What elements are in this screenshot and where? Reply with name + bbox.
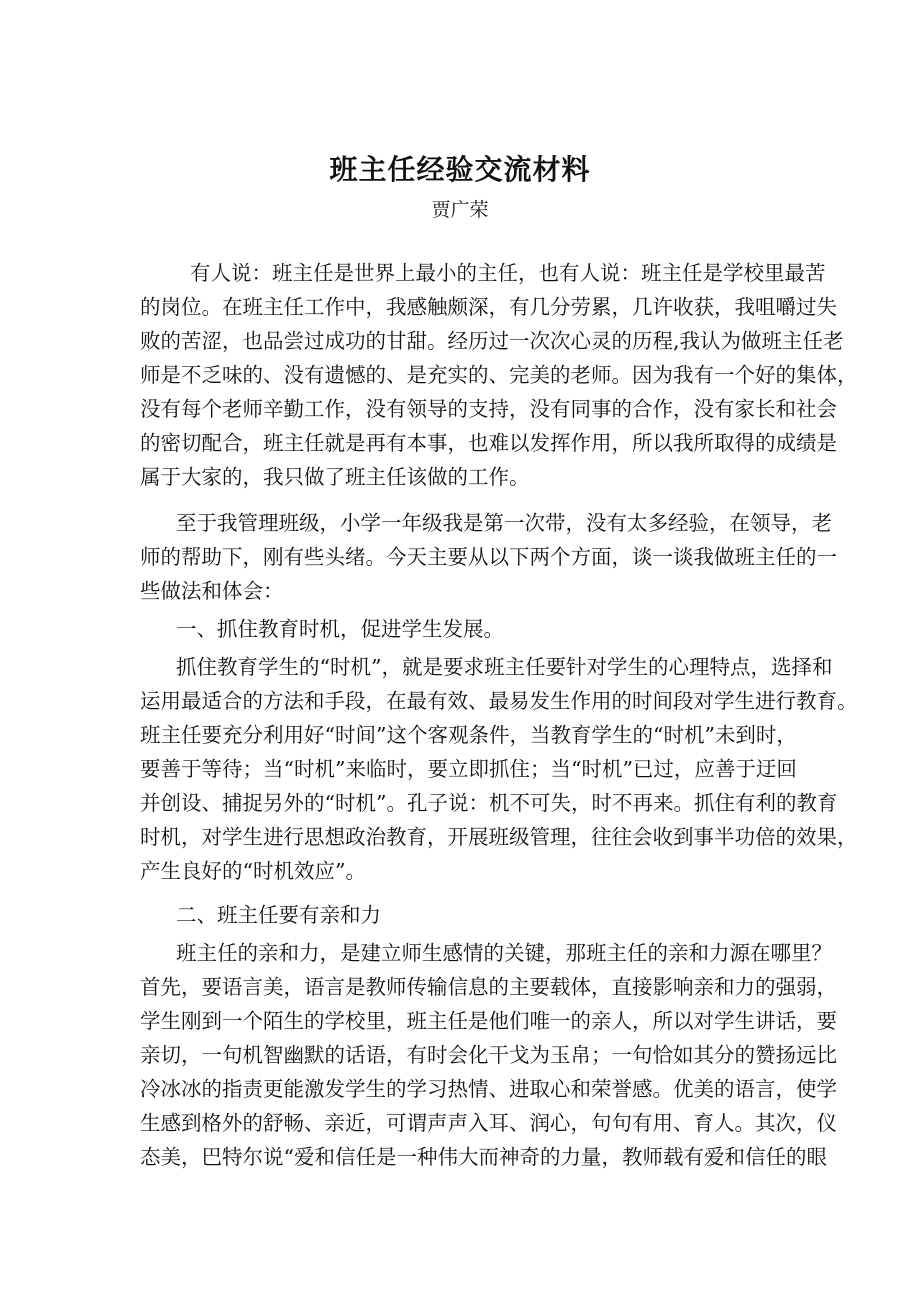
- paragraph-line: 班主任要充分利用好“时间”这个客观条件，当教育学生的“时机”未到时，: [140, 723, 797, 747]
- paragraph-line: 师是不乏味的、没有遗憾的、是充实的、完美的老师。因为我有一个好的集体，: [140, 363, 858, 387]
- paragraph-line: 属于大家的，我只做了班主任该做的工作。: [140, 465, 530, 489]
- paragraph-line: 要善于等待；当“时机”来临时，要立即抓住；当“时机”已过，应善于迂回: [140, 757, 797, 781]
- document-title: 班主任经验交流材料: [329, 153, 591, 186]
- paragraph-line: 有人说：班主任是世界上最小的主任，也有人说：班主任是学校里最苦: [190, 261, 826, 285]
- paragraph-line: 产生良好的“时机效应”。: [140, 859, 366, 883]
- paragraph-line: 败的苦涩，也品尝过成功的甘甜。经历过一次次心灵的历程,我认为做班主任老: [140, 329, 844, 353]
- paragraph-line: 学生刚到一个陌生的学校里，班主任是他们唯一的亲人，所以对学生讲话，要: [140, 1009, 837, 1033]
- paragraph-line: 冷冰冰的指责更能激发学生的学习热情、进取心和荣誉感。优美的语言，使学: [140, 1077, 837, 1101]
- paragraph-line: 首先，要语言美，语言是教师传输信息的主要载体，直接影响亲和力的强弱，: [140, 975, 837, 999]
- paragraph-line: 些做法和体会：: [140, 579, 284, 603]
- paragraph-line: 师的帮助下，刚有些头绪。今天主要从以下两个方面，谈一谈我做班主任的一: [140, 545, 837, 569]
- paragraph-line: 亲切，一句机智幽默的话语，有时会化干戈为玉帛；一句恰如其分的赞扬远比: [140, 1043, 837, 1067]
- section-heading: 一、抓住教育时机，促进学生发展。: [176, 617, 504, 641]
- paragraph-line: 的密切配合，班主任就是再有本事，也难以发挥作用，所以我所取得的成绩是: [140, 431, 837, 455]
- paragraph-line: 没有每个老师辛勤工作，没有领导的支持，没有同事的合作，没有家长和社会: [140, 397, 837, 421]
- paragraph-line: 态美，巴特尔说“爱和信任是一种伟大而神奇的力量，教师载有爱和信任的眼: [140, 1145, 827, 1169]
- paragraph-line: 运用最适合的方法和手段，在最有效、最易发生作用的时间段对学生进行教育。: [140, 689, 858, 713]
- document-author: 贾广荣: [431, 199, 489, 221]
- paragraph-line: 班主任的亲和力，是建立师生感情的关键，那班主任的亲和力源在哪里？: [176, 941, 832, 965]
- paragraph-line: 抓住教育学生的“时机”，就是要求班主任要针对学生的心理特点，选择和: [176, 655, 833, 679]
- paragraph-line: 并创设、捕捉另外的“时机”。孔子说：机不可失，时不再来。抓住有利的教育: [140, 791, 838, 815]
- section-heading: 二、班主任要有亲和力: [176, 903, 381, 927]
- paragraph-line: 至于我管理班级，小学一年级我是第一次带，没有太多经验，在领导，老: [176, 511, 832, 535]
- paragraph-line: 时机，对学生进行思想政治教育，开展班级管理，往往会收到事半功倍的效果，: [140, 825, 858, 849]
- paragraph-line: 生感到格外的舒畅、亲近，可谓声声入耳、润心，句句有用、育人。其次，仪: [140, 1111, 837, 1135]
- paragraph-line: 的岗位。在班主任工作中，我感触颇深，有几分劳累，几许收获，我咀嚼过失: [140, 295, 837, 319]
